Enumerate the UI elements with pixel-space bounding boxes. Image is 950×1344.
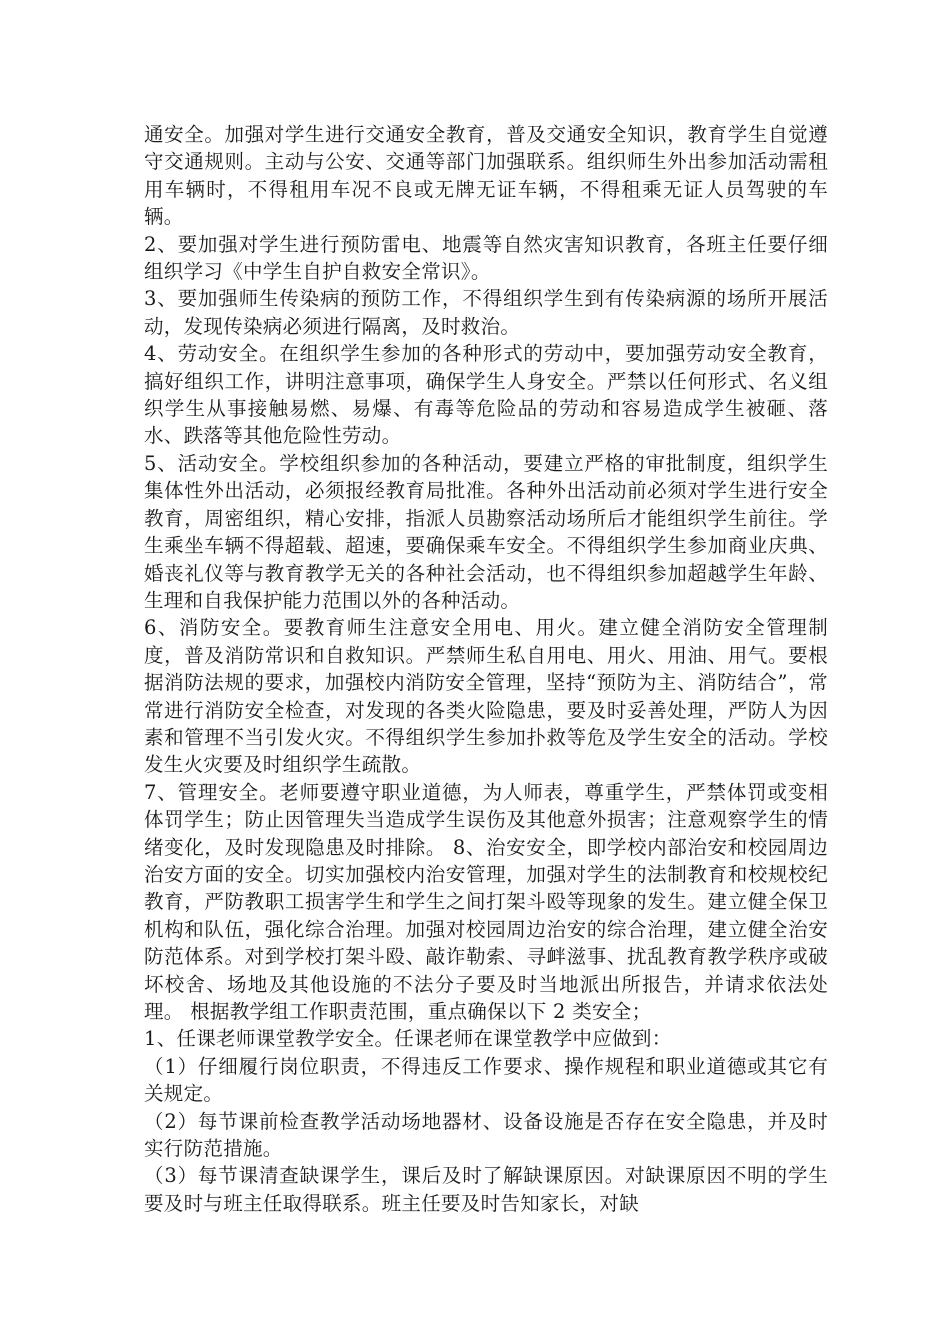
paragraph-item-2: （2）每节课前检查教学活动场地器材、设备设施是否存在安全隐患，并及时实行防范措施。: [144, 1109, 828, 1161]
paragraph-traffic-safety: 通安全。加强对学生进行交通安全教育，普及交通安全知识，教育学生自觉遵守交通规则。主动与公安、交通等部门加强联系。组织师生外出参加活动需租用车辆时，不得租用车况不良或无牌无证车辆，不得租乘无证人员驾驶的车辆。: [144, 123, 828, 229]
paragraph-natural-disaster: 2、要加强对学生进行预防雷电、地震等自然灾害知识教育，各班主任要仔细组织学习《中学生自护自救安全常识》。: [144, 232, 828, 284]
paragraph-fire-safety: 6、消防安全。要教育师生注意安全用电、用火。建立健全消防安全管理制度，普及消防常识和自救知识。严禁师生私自用电、用火、用油、用气。要根据消防法规的要求，加强校内消防安全管理，坚持“预防为主、消防结合”，常常进行消防安全检查，对发现的各类火险隐患，要及时妥善处理，严防人为因素和管理不当引发火灾。不得组织学生参加扑救等危及学生安全的活动。学校发生火灾要及时组织学生疏散。: [144, 616, 828, 777]
paragraph-classroom-safety: 1、任课老师课堂教学安全。任课老师在课堂教学中应做到：: [144, 1027, 672, 1051]
paragraph-activity-safety: 5、活动安全。学校组织参加的各种活动，要建立严格的审批制度，组织学生集体性外出活动，必须报经教育局批准。各种外出活动前必须对学生进行安全教育，周密组织，精心安排，指派人员勘察活动场所后才能组织学生前往。学生乘坐车辆不得超载、超速，要确保乘车安全。不得组织学生参加商业庆典、婚丧礼仪等与教育教学无关的各种社会活动，也不得组织参加超越学生年龄、生理和自我保护能力范围以外的各种活动。: [144, 451, 828, 612]
paragraph-management-safety: 7、管理安全。老师要遵守职业道德，为人师表，尊重学生，严禁体罚或变相体罚学生；防止因管理失当造成学生误伤及其他意外损害；注意观察学生的情绪变化，及时发现隐患及时排除。 8、治安安全，即学校内部治安和校园周边治安方面的安全。切实加强校内治安管理，加强对学生的法制教育和校规校纪教育，严防教职工损害学生和学生之间打架斗殴等现象的发生。建立健全保卫机构和队伍，强化综合治理。加强对校园周边治安的综合治理，建立健全治安防范体系。对到学校打架斗殴、敲诈勒索、寻衅滋事、扰乱教育教学秩序或破坏校舍、场地及其他设施的不法分子要及时当地派出所报告，并请求依法处理。 根据教学组工作职责范围，重点确保以下 2 类安全；: [144, 780, 828, 1023]
paragraph-item-1: （1）仔细履行岗位职责，不得违反工作要求、操作规程和职业道德或其它有关规定。: [144, 1054, 828, 1106]
paragraph-labor-safety: 4、劳动安全。在组织学生参加的各种形式的劳动中，要加强劳动安全教育，搞好组织工作，讲明注意事项，确保学生人身安全。严禁以任何形式、名义组织学生从事接触易燃、易爆、有毒等危险品的劳动和容易造成学生被砸、落水、跌落等其他危险性劳动。: [144, 342, 828, 448]
document-body: [144, 121, 828, 1217]
paragraph-item-3: （3）每节课清查缺课学生，课后及时了解缺课原因。对缺课原因不明的学生要及时与班主任取得联系。班主任要及时告知家长，对缺: [144, 1164, 828, 1215]
paragraph-infectious-disease: 3、要加强师生传染病的预防工作，不得组织学生到有传染病源的场所开展活动，发现传染病必须进行隔离，及时救治。: [144, 287, 828, 338]
